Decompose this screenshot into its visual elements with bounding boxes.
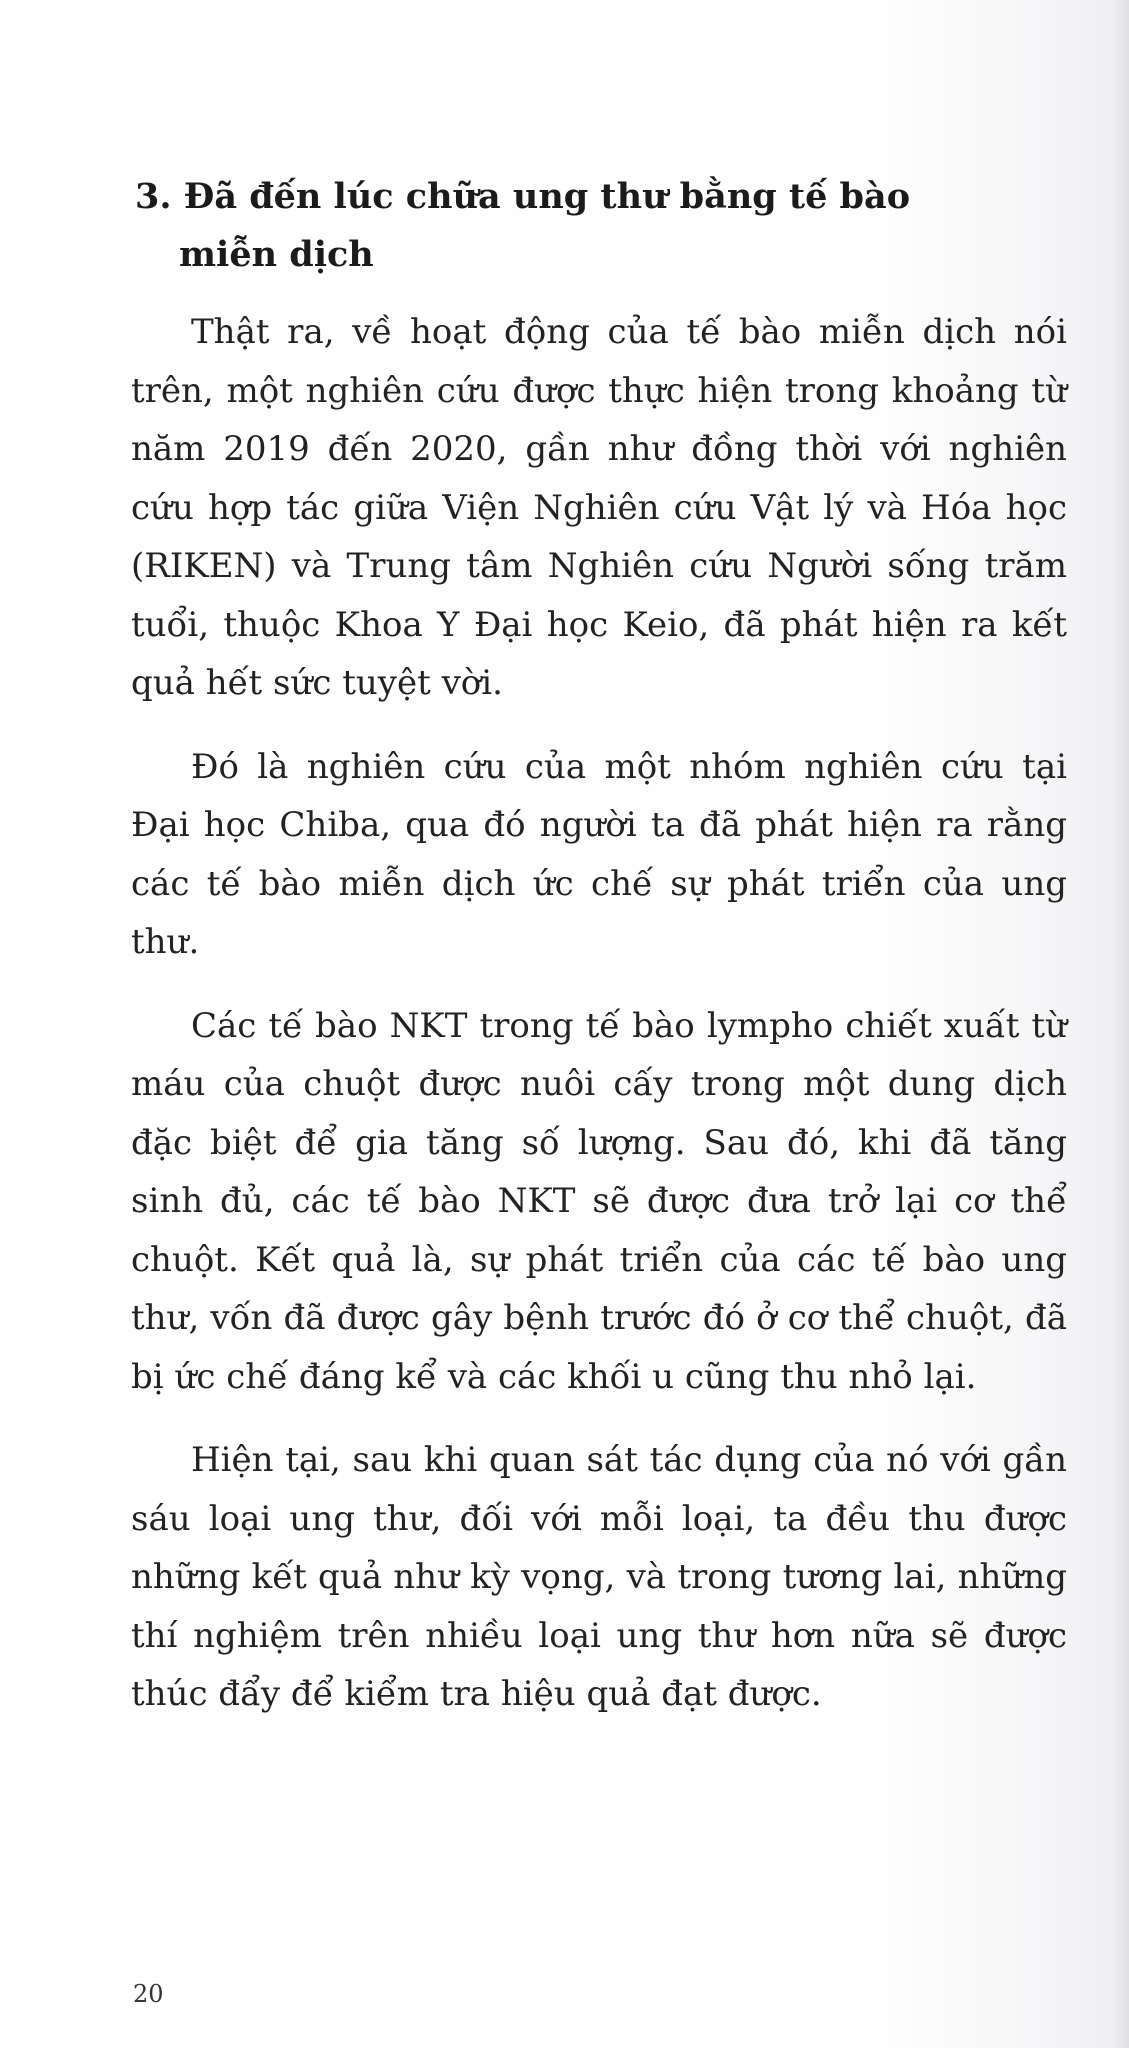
section-title-line2: miễn dịch xyxy=(179,234,374,275)
section-heading xyxy=(135,168,995,284)
section-number: 3. xyxy=(135,176,172,217)
section-title-line1: Đã đến lúc chữa ung thư bằng tế bào xyxy=(183,176,911,217)
paragraph-3: Các tế bào NKT trong tế bào lympho chiết xuất từ máu của chuột được nuôi cấy trong một dung dịch đặc biệt để gia tăng số lượng. Sau đó, khi đã tăng sinh đủ, các tế bào NKT sẽ được đưa trở lại cơ thể chuột. Kết quả là, sự phát triển của các tế bào ung thư, vốn đã được gây bệnh trước đó ở cơ thể chuột, đã bị ức chế đáng kể và các khối u cũng thu nhỏ lại. xyxy=(131,1005,1067,1397)
paragraph-4: Hiện tại, sau khi quan sát tác dụng của nó với gần sáu loại ung thư, đối với mỗi loại, ta đều thu được những kết quả như kỳ vọng, và trong tương lai, những thí nghiệm trên nhiều loại ung thư hơn nữa sẽ được thúc đẩy để kiểm tra hiệu quả đạt được. xyxy=(131,1440,1067,1714)
paragraph-1: Thật ra, về hoạt động của tế bào miễn dịch nói trên, một nghiên cứu được thực hiện trong khoảng từ năm 2019 đến 2020, gần như đồng thời với nghiên cứu hợp tác giữa Viện Nghiên cứu Vật lý và Hóa học (RIKEN) và Trung tâm Nghiên cứu Người sống trăm tuổi, thuộc Khoa Y Đại học Keio, đã phát hiện ra kết quả hết sức tuyệt vời. xyxy=(131,312,1067,703)
body-text xyxy=(131,303,1067,1749)
paragraph-2: Đó là nghiên cứu của một nhóm nghiên cứu tại Đại học Chiba, qua đó người ta đã phát hiện ra rằng các tế bào miễn dịch ức chế sự phát triển của ung thư. xyxy=(131,746,1067,962)
page-number: 20 xyxy=(133,1980,164,2008)
